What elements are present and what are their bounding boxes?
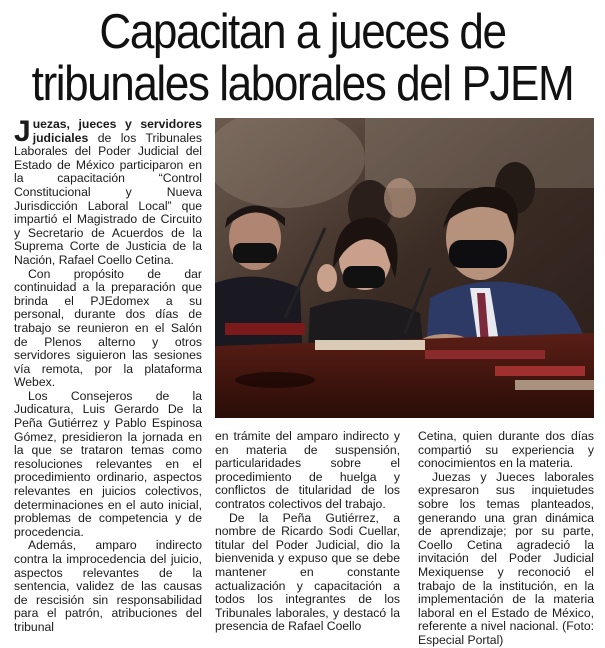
article-column-2 (215, 430, 400, 634)
paragraph: Cetina, quien durante dos días compartió su experiencia y conocimientos en la materia. (418, 429, 594, 471)
photo-credit: (Foto: Especial Portal) (418, 619, 594, 647)
lead-text: de los Tribunales Laborales del Poder Judicial del Estado de México participaron en la capacitación “Control Constitucional y Nueva Jurisdicción Laboral Local” que impartió el Magistrado de Circuito y Secretario de Acuerdos de la Suprema Corte de Justicia de la Nación, Rafael Coello Cetina. (14, 130, 202, 267)
paragraph (418, 471, 594, 648)
news-photo (215, 118, 594, 418)
paragraph: Los Consejeros de la Judicatura, Luis Gerardo De la Peña Gutiérrez y Pablo Espinosa Gómez, presidieron la jornada en la que se trataron temas como resoluciones relevantes en el procedimiento ordinario, aspectos relevantes en juicios colectivos, determinaciones en el auto inicial, problemas de competencia y de procedencia. (14, 388, 202, 539)
drop-cap: J (14, 115, 31, 148)
paragraph-text: Juezas y Jueces laborales expresaron sus inquietudes sobre los temas planteados, generando una gran dinámica de aprendizaje; por su parte, Coello Cetina agradeció la invitación del Poder Judicial Mexiquense y reconoció el trabajo de la institución, en la implementación de la materia laboral en el Estado de México, referente a nivel nacional. (418, 469, 594, 634)
lead-bold: uezas, jueces y servidores judiciales (32, 117, 202, 145)
paragraph: en trámite del amparo indirecto y en materia de suspensión, particularidades sobre el procedimiento de huelga y conflictos de titularidad de los contratos colectivos del trabajo. (215, 429, 400, 511)
headline: Capacitan a jueces de tribunales laborales del PJEM (31, 5, 574, 111)
paragraph: Además, amparo indirecto contra la improcedencia del juicio, aspectos relevantes de la sentencia, validez de las causas de rescisión sin responsabilidad para el patrón, atribuciones del tribunal (14, 538, 202, 634)
paragraph: De la Peña Gutiérrez, a nombre de Ricardo Sodi Cuellar, titular del Poder Judicial, dio la bienvenida y expuso que se debe mantener en constante actualización y capacitación a todos los integrantes de los Tribunales laborales, y destacó la presencia de Rafael Coello (215, 510, 400, 634)
lead-paragraph (14, 115, 202, 268)
paragraph: Con propósito de dar continuidad a la preparación que brinda el PJEdomex a su personal, durante dos días de trabajo se reunieron en el Salón de Plenos alterno y otros servidores siguieron las sesiones vía remota, por la plataforma Webex. (14, 266, 202, 390)
article-column-1 (14, 115, 202, 635)
article-column-3 (418, 430, 594, 648)
